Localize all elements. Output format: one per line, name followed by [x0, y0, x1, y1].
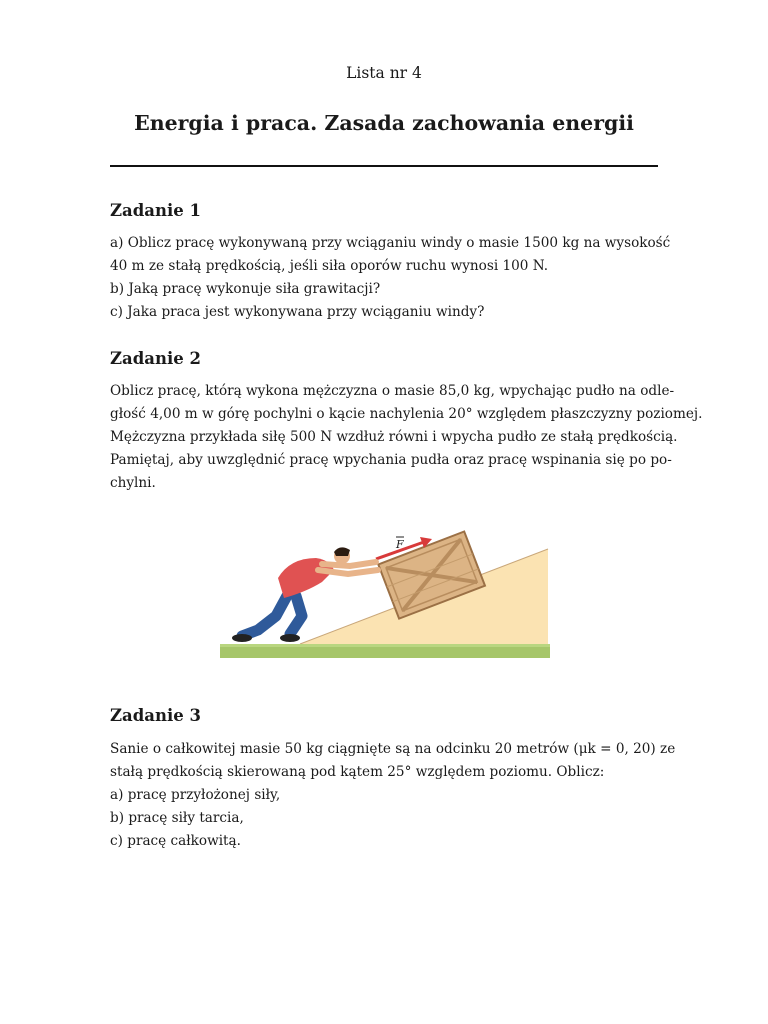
task-1-line: a) Oblicz pracę wykonywaną przy wciąganiu windy o masie 1500 kg na wysokość: [110, 235, 671, 251]
list-number: Lista nr 4: [346, 64, 422, 82]
task-1-text: [110, 232, 671, 324]
ramp-figure: [218, 512, 550, 670]
man-pushing-crate-illustration: [218, 512, 550, 670]
task-2-line: chylni.: [110, 475, 156, 491]
task-3-heading: Zadanie 3: [110, 706, 201, 725]
task-1-line: c) Jaka praca jest wykonywana przy wciąganiu windy?: [110, 304, 485, 320]
task-2-line: Mężczyzna przykłada siłę 500 N wzdłuż równi i wpycha pudło ze stałą prędkością.: [110, 429, 678, 445]
task-2-line: głość 4,00 m w górę pochylni o kącie nachylenia 20° względem płaszczyzny poziomej.: [110, 406, 703, 422]
task-1-line: 40 m ze stałą prędkością, jeśli siła oporów ruchu wynosi 100 N.: [110, 258, 549, 274]
force-label: F: [396, 538, 404, 551]
task-2-line: Pamiętaj, aby uwzględnić pracę wpychania pudła oraz pracę wspinania się po po-: [110, 452, 672, 468]
task-3-line: stałą prędkością skierowaną pod kątem 25° względem poziomu. Oblicz:: [110, 764, 605, 780]
title-divider: [110, 165, 658, 167]
document-title: Energia i praca. Zasada zachowania energii: [134, 111, 634, 135]
task-3-text: [110, 738, 676, 853]
task-3-line: a) pracę przyłożonej siły,: [110, 787, 281, 803]
task-3-line: Sanie o całkowitej masie 50 kg ciągnięte są na odcinku 20 metrów (μk = 0, 20) ze: [110, 741, 676, 757]
shoe: [280, 634, 300, 642]
task-3-line: c) pracę całkowitą.: [110, 833, 241, 849]
task-2-line: Oblicz pracę, którą wykona mężczyzna o masie 85,0 kg, wpychając pudło na odle-: [110, 383, 675, 399]
task-2-text: [110, 380, 703, 495]
task-2-heading: Zadanie 2: [110, 349, 201, 368]
shoe: [232, 634, 252, 642]
task-1-line: b) Jaką pracę wykonuje siła grawitacji?: [110, 281, 381, 297]
grass-highlight: [220, 644, 550, 647]
task-1-heading: Zadanie 1: [110, 201, 201, 220]
task-3-line: b) pracę siły tarcia,: [110, 810, 244, 826]
